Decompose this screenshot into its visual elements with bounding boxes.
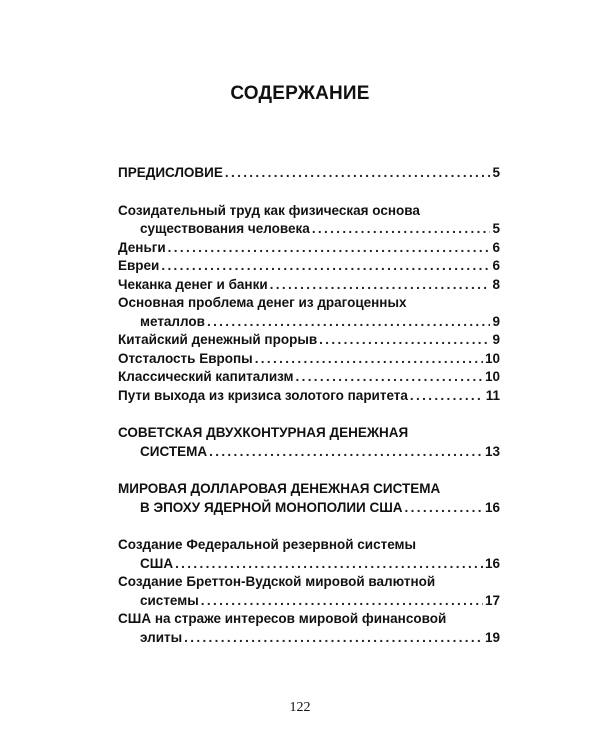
page-number: 122 — [289, 700, 311, 715]
toc-entry-title: США на страже интересов мировой финансовой — [118, 611, 447, 626]
dot-leader — [209, 443, 483, 462]
toc-entry[interactable] — [118, 164, 500, 183]
toc-entry-line — [118, 331, 500, 350]
toc-entry[interactable] — [118, 573, 500, 610]
toc-page-number: 16 — [484, 499, 500, 515]
toc-entry-line — [118, 350, 500, 369]
toc-page-number: 9 — [492, 332, 500, 347]
toc-entry-title: СИСТЕМА — [140, 443, 208, 459]
toc-page-number: 17 — [484, 592, 500, 608]
toc-entry-line — [118, 164, 500, 183]
dot-leader — [296, 368, 483, 387]
toc-entry-line — [118, 368, 500, 387]
toc-entry[interactable] — [118, 480, 500, 517]
toc-entry-title: Созидательный труд как физическая основа — [118, 202, 420, 218]
toc-page-number: 8 — [492, 276, 500, 292]
spacer — [118, 405, 500, 424]
toc-entry[interactable] — [118, 331, 500, 350]
toc-entry[interactable] — [118, 276, 500, 295]
toc-entry-line — [118, 424, 500, 443]
dot-leader — [175, 555, 483, 574]
dot-leader — [201, 592, 483, 611]
toc-entry-title: Пути выхода из кризиса золотого паритета — [118, 387, 408, 403]
dot-leader — [319, 331, 490, 350]
toc-entry-title: Классический капитализм — [118, 369, 294, 384]
dot-leader — [161, 257, 490, 276]
toc-page-number: 16 — [484, 555, 500, 571]
dot-leader — [184, 629, 483, 648]
toc-entry-title: системы — [140, 592, 199, 608]
toc-entry[interactable] — [118, 536, 500, 573]
toc-page-number: 11 — [485, 387, 500, 403]
toc-page-number: 13 — [484, 443, 500, 459]
toc-entry-title: В ЭПОХУ ЯДЕРНОЙ МОНОПОЛИИ США — [140, 499, 403, 515]
toc-entry[interactable] — [118, 257, 500, 276]
toc-entry-title: Китайский денежный прорыв — [118, 332, 318, 347]
dot-leader — [255, 350, 483, 369]
toc-entry-title: СОВЕТСКАЯ ДВУХКОНТУРНАЯ ДЕНЕЖНАЯ — [118, 425, 409, 440]
dot-leader — [168, 239, 491, 258]
toc-entry-line — [118, 387, 500, 406]
toc-entry-line — [118, 480, 500, 499]
toc-entry-line — [118, 313, 500, 332]
toc-entry-line — [118, 257, 500, 276]
toc-entry-line — [118, 294, 500, 313]
toc-entry-line — [118, 276, 500, 295]
toc-entry-line — [118, 499, 500, 518]
toc-entry-line — [118, 536, 500, 555]
toc-page-number: 6 — [492, 239, 500, 255]
toc-page-number: 6 — [492, 258, 500, 273]
toc-page-number: 9 — [492, 313, 500, 329]
toc-entry-title: элиты — [140, 629, 183, 645]
dot-leader — [207, 313, 491, 332]
toc-entry-title: Создание Федеральной резервной системы — [118, 537, 417, 552]
toc-entry[interactable] — [118, 610, 500, 647]
toc-entry-line — [118, 592, 500, 611]
dot-leader — [312, 220, 491, 239]
page-title: СОДЕРЖАНИЕ — [230, 83, 370, 104]
toc-page-number: 5 — [492, 221, 500, 236]
spacer — [118, 461, 500, 480]
spacer — [118, 517, 500, 536]
toc-entry[interactable] — [118, 368, 500, 387]
toc-entry-line — [118, 202, 500, 221]
toc-entry-line — [118, 629, 500, 648]
toc-entry-title: Чеканка денег и банки — [118, 276, 268, 292]
toc-entry-title: Основная проблема денег из драгоценных — [118, 295, 407, 310]
toc-entry-title: ПРЕДИСЛОВИЕ — [118, 165, 223, 180]
dot-leader — [225, 164, 491, 183]
toc-entry-title: Евреи — [118, 258, 160, 273]
toc-entry-line — [118, 573, 500, 592]
toc-entry-title: МИРОВАЯ ДОЛЛАРОВАЯ ДЕНЕЖНАЯ СИСТЕМА — [118, 481, 441, 496]
dot-leader — [270, 276, 491, 295]
toc-entry[interactable] — [118, 350, 500, 369]
toc-entry-line — [118, 220, 500, 239]
toc-page-number: 10 — [484, 369, 500, 384]
toc-page-number: 10 — [484, 350, 500, 366]
toc-entry[interactable] — [118, 202, 500, 239]
toc-entry-line — [118, 555, 500, 574]
toc-entry[interactable] — [118, 424, 500, 461]
table-of-contents — [118, 164, 500, 647]
toc-entry-title: Деньги — [118, 239, 166, 255]
toc-entry-title: существования человека — [140, 221, 310, 236]
toc-entry-title: США — [140, 555, 174, 571]
toc-entry-line — [118, 239, 500, 258]
toc-page-number: 5 — [492, 165, 500, 180]
toc-entry-title: металлов — [140, 313, 205, 329]
dot-leader — [410, 387, 484, 406]
toc-entry-title: Отсталость Европы — [118, 350, 253, 366]
toc-entry[interactable] — [118, 239, 500, 258]
toc-entry[interactable] — [118, 387, 500, 406]
toc-entry[interactable] — [118, 294, 500, 331]
toc-entry-line — [118, 610, 500, 629]
dot-leader — [405, 499, 483, 518]
toc-entry-title: Создание Бреттон-Вудской мировой валютной — [118, 574, 436, 589]
spacer — [118, 183, 500, 202]
toc-entry-line — [118, 443, 500, 462]
toc-page-number: 19 — [484, 629, 500, 645]
